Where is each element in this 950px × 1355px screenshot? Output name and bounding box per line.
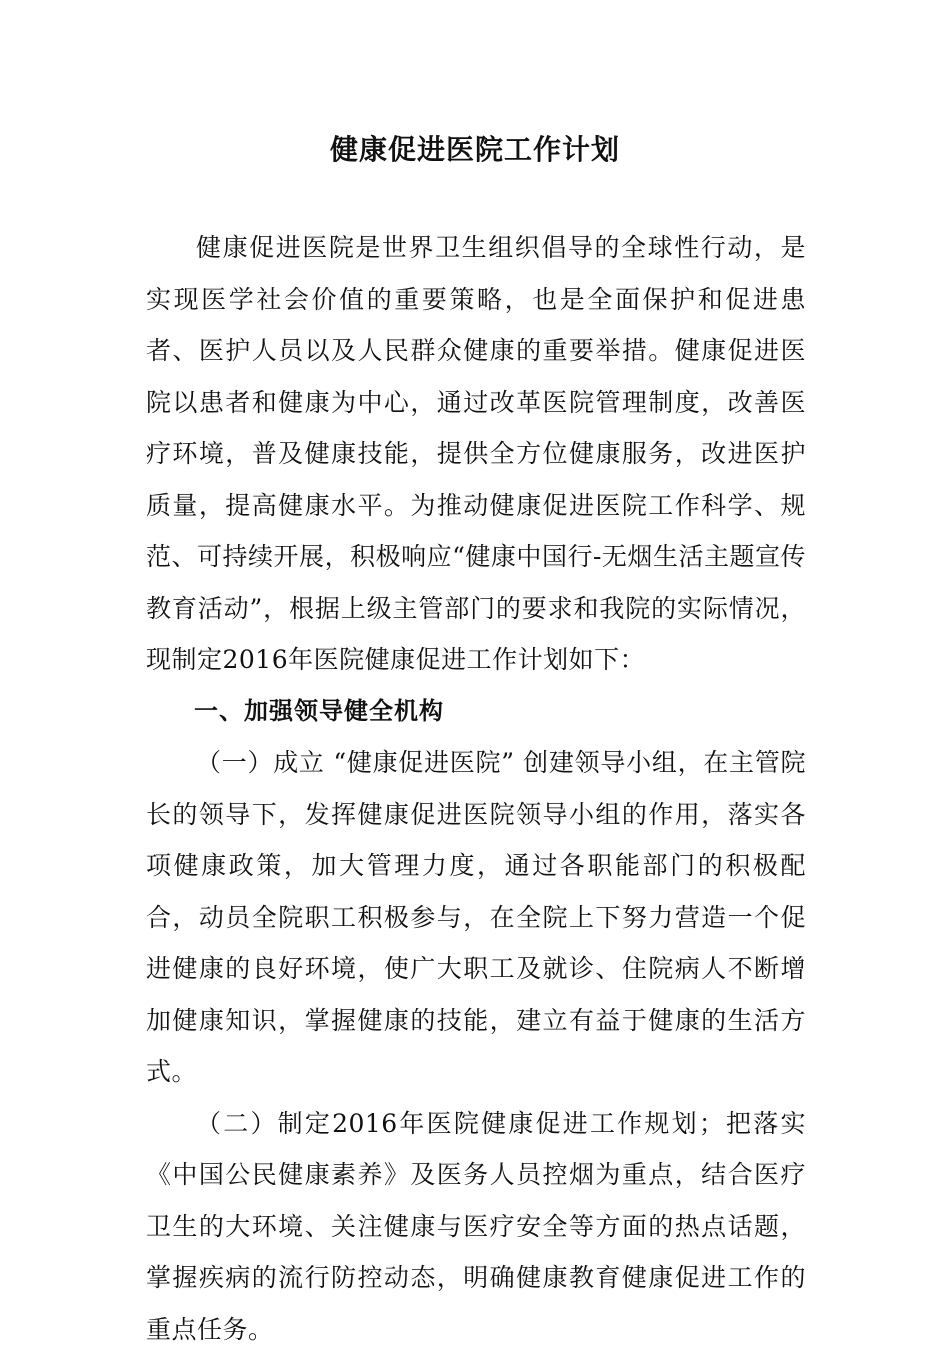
document-body: [146, 222, 806, 1355]
section-heading: 一、加强领导健全机构: [146, 686, 806, 738]
document-title: 健康促进医院工作计划: [0, 130, 950, 170]
section-item-2-paragraph: （二）制定2016年医院健康促进工作规划；把落实《中国公民健康素养》及医务人员控烟为重点，结合医疗卫生的大环境、关注健康与医疗安全等方面的热点话题，掌握疾病的流行防控动态，明确健康教育健康促进工作的重点任务。: [146, 1098, 806, 1355]
intro-paragraph: 健康促进医院是世界卫生组织倡导的全球性行动，是实现医学社会价值的重要策略，也是全面保护和促进患者、医护人员以及人民群众健康的重要举措。健康促进医院以患者和健康为中心，通过改革医院管理制度，改善医疗环境，普及健康技能，提供全方位健康服务，改进医护质量，提高健康水平。为推动健康促进医院工作科学、规范、可持续开展，积极响应“健康中国行-无烟生活主题宣传教育活动”，根据上级主管部门的要求和我院的实际情况，现制定2016年医院健康促进工作计划如下：: [146, 222, 806, 686]
section-item-1-paragraph: （一）成立 “健康促进医院” 创建领导小组，在主管院长的领导下，发挥健康促进医院领导小组的作用，落实各项健康政策，加大管理力度，通过各职能部门的积极配合，动员全院职工积极参与，在全院上下努力营造一个促进健康的良好环境，使广大职工及就诊、住院病人不断增加健康知识，掌握健康的技能，建立有益于健康的生活方式。: [146, 737, 806, 1098]
